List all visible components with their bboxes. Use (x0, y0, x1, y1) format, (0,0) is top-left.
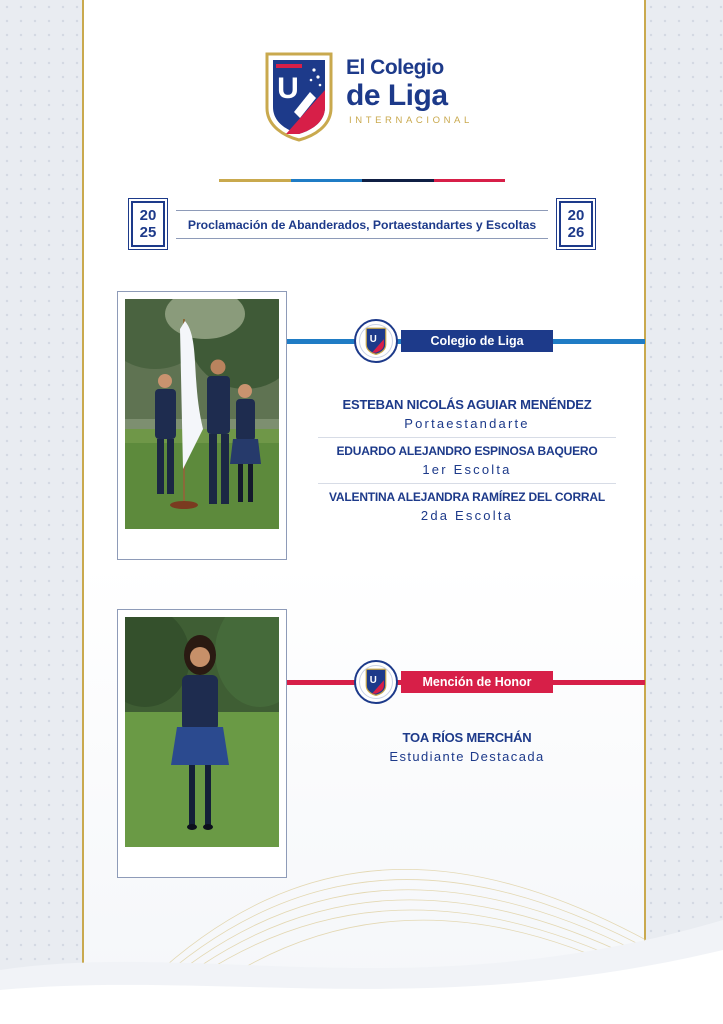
svg-text:U: U (369, 334, 377, 346)
decorative-wave (0, 820, 723, 1024)
color-stripe (219, 179, 505, 182)
year-start-bottom: 25 (139, 224, 157, 241)
school-year-end (559, 201, 593, 247)
svg-text:U: U (369, 675, 377, 687)
year-start-top: 20 (139, 207, 157, 224)
section-label: Colegio de Liga (401, 330, 553, 352)
group-photo-frame (117, 291, 287, 560)
honoree-name: EDUARDO ALEJANDRO ESPINOSA BAQUERO (336, 444, 598, 458)
logo-line-1: El Colegio (346, 56, 444, 79)
honoree-item (318, 437, 616, 483)
logo-tagline: INTERNACIONAL (349, 115, 473, 126)
honoree-item (318, 483, 616, 529)
school-logo-wordmark (346, 56, 473, 126)
honoree-item (318, 391, 616, 437)
school-logo-shield-icon (264, 50, 334, 142)
honoree-role: Estudiante Destacada (389, 749, 545, 764)
honoree-list (318, 724, 616, 770)
honor-photo (125, 617, 279, 847)
section-label: Mención de Honor (401, 671, 553, 693)
honor-photo-frame (117, 609, 287, 878)
logo-line-2: de Liga (346, 79, 448, 112)
year-end-top: 20 (567, 207, 585, 224)
honoree-item (318, 724, 616, 770)
honoree-name: ESTEBAN NICOLÁS AGUIAR MENÉNDEZ (342, 397, 592, 412)
honoree-name: VALENTINA ALEJANDRA RAMÍREZ DEL CORRAL (329, 490, 605, 504)
honoree-role: 1er Escolta (422, 462, 512, 477)
section-emblem (354, 319, 398, 363)
page-title: Proclamación de Abanderados, Portaestandartes y Escoltas (176, 210, 548, 239)
school-year-start (131, 201, 165, 247)
year-end-bottom: 26 (567, 224, 585, 241)
school-shield-icon (365, 327, 387, 355)
honoree-role: Portaestandarte (404, 416, 530, 431)
group-photo (125, 299, 279, 529)
honoree-name: TOA RÍOS MERCHÁN (402, 730, 532, 745)
school-shield-icon (365, 668, 387, 696)
section-emblem (354, 660, 398, 704)
honoree-list (318, 391, 616, 529)
honoree-role: 2da Escolta (420, 508, 514, 523)
svg-text:U: U (277, 72, 299, 105)
